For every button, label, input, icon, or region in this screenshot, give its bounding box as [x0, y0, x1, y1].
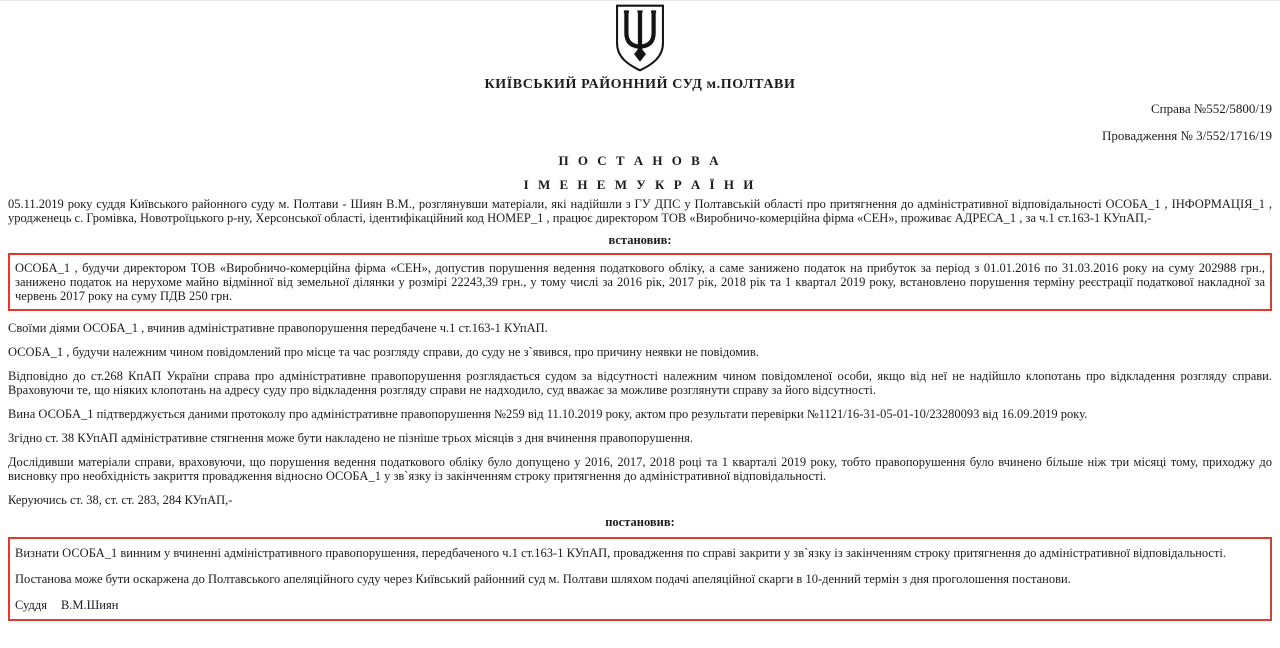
intro-paragraph: 05.11.2019 року суддя Київського районного суду м. Полтави - Шиян В.М., розглянувши матеріали, які надійшли з ГУ ДПС у Полтавській області про притягнення до адміністративної відповідальності ОСОБА_1 , ІНФОРМАЦІЯ_1 , уродженець с. Громівка, Новотроїцького р-ну, Херсонської області, ідентифікаційний код НОМЕР_1 , працює директором ТОВ «Виробничо-комерційна фірма «СЕН», проживає АДРЕСА_1 , за ч.1 ст.163-1 КУпАП,- — [8, 197, 1272, 225]
ruling-heading: постановив: — [605, 515, 675, 529]
ruling-appeal-text: Постанова може бути оскаржена до Полтавського апеляційного суду через Київський районний суд м. Полтави шляхом подачі апеляційної скарги в 10-денний термін з дня проголошення постанови. — [15, 572, 1071, 586]
paragraph-legal-basis: Керуючись ст. 38, ст. ст. 283, 284 КУпАП,- — [8, 493, 233, 507]
proceeding-number: Провадження № 3/552/1716/19 — [1102, 128, 1272, 143]
judge-signature — [15, 598, 1265, 612]
court-name: КИЇВСЬКИЙ РАЙОННИЙ СУД м.ПОЛТАВИ — [484, 77, 796, 92]
paragraph-art268: Відповідно до ст.268 КпАП України справа про адміністративне правопорушення розглядається судом за відсутності належним чином повідомленої особи, якщо від неї не надійшло клопотань про відкладення розгляду справи. Враховуючи те, що ніяких клопотань на адресу суду про відкладення розгляду справи не надходило, суд вважає за можливе розглянути справу за його відсутності. — [8, 369, 1272, 397]
judge-name: В.М.Шиян — [60, 598, 119, 612]
ruling-box — [8, 537, 1272, 621]
paragraph-conclusion: Дослідивши матеріали справи, враховуючи, що порушення ведення податкового обліку було допущено у 2016, 2017, 2018 році та 1 кварталі 2019 року, тобто правопорушення було вчинено більше ніж три місяці тому, приходжу до висновку про необхідність закриття провадження відносно ОСОБА_1 у зв`язку із закінченням строку притягнення до адміністративної відповідальності. — [8, 455, 1272, 483]
paragraph-absence: ОСОБА_1 , будучи належним чином повідомлений про місце та час розгляду справи, до суду не з`явився, про причину неявки не повідомив. — [8, 345, 759, 359]
judge-label: Суддя — [15, 598, 47, 612]
decision-title: П О С Т А Н О В А — [558, 153, 722, 168]
established-facts-box — [8, 253, 1272, 311]
ukraine-trident-coat-of-arms-icon — [610, 4, 670, 72]
paragraph-evidence: Вина ОСОБА_1 підтверджується даними протоколу про адміністративне правопорушення №259 від 11.10.2019 року, актом про результати перевірки №1121/16-31-05-01-10/23280093 від 16.09.2019 року. — [8, 407, 1088, 421]
paragraph-actions: Своїми діями ОСОБА_1 , вчинив адміністративне правопорушення передбачене ч.1 ст.163-1 КУпАП. — [8, 321, 548, 335]
case-number: Справа №552/5800/19 — [1150, 101, 1272, 116]
decision-subtitle: І М Е Н Е М У К Р А Ї Н И — [523, 177, 757, 192]
established-facts-text: ОСОБА_1 , будучи директором ТОВ «Виробничо-комерційна фірма «СЕН», допустив порушення ведення податкового обліку, а саме занижено податок на прибуток за період з 01.01.2016 по 31.03.2016 року на суму 202988 грн., занижено податок на нерухоме майно відмінної від земельної ділянки у розмірі 22243,39 грн., у тому числі за 2016 рік, 2017 рік, 2018 рік та 1 квартал 2019 року, встановлено порушення терміну реєстрації податкової накладної за червень 2017 року на суму ПДВ 250 грн. — [15, 261, 1265, 303]
ruling-decision-text: Визнати ОСОБА_1 винним у вчиненні адміністративного правопорушення, передбаченого ч.1 ст.163-1 КУпАП, провадження по справі закрити у зв`язку із закінченням строку притягнення до адміністративної відповідальності. — [15, 546, 1226, 560]
established-heading: встановив: — [608, 233, 672, 247]
paragraph-art38: Згідно ст. 38 КУпАП адміністративне стягнення може бути накладено не пізніше трьох місяців з дня вчинення правопорушення. — [8, 431, 693, 445]
